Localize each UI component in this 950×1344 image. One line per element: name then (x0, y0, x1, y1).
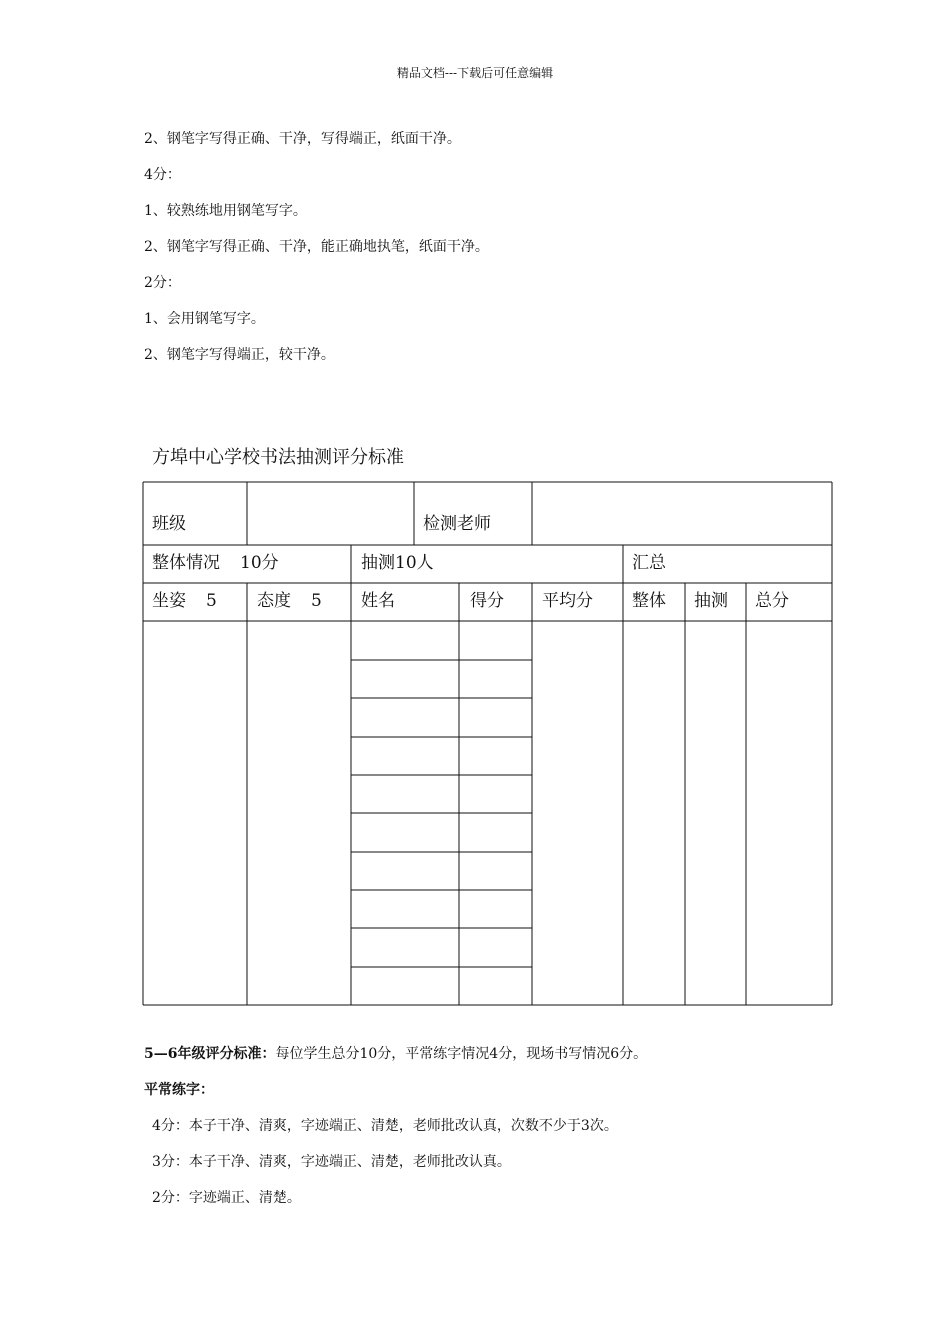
sample-label: 抽测10人 (361, 553, 434, 573)
total-header: 总分 (755, 591, 789, 611)
score-header: 得分 (470, 591, 504, 611)
criteria-line-4: 2、钢笔字写得正确、干净，能正确地执笔，纸面干净。 (144, 239, 489, 255)
practice-label: 平常练字： (144, 1082, 214, 1098)
overall-header: 整体 (632, 591, 666, 611)
attitude-header-text: 态度 (257, 591, 291, 611)
overall-label-text: 整体情况 (152, 553, 220, 573)
average-header: 平均分 (542, 591, 593, 611)
grade-standard (144, 1043, 647, 1063)
overall-label (152, 548, 279, 573)
table-title: 方埠中心学校书法抽测评分标准 (152, 447, 404, 468)
practice-line-1: 4分：本子干净、清爽，字迹端正、清楚，老师批改认真，次数不少于3次。 (152, 1118, 618, 1134)
attitude-points: 5 (311, 591, 322, 611)
criteria-line-5: 2分： (144, 275, 181, 291)
grade-standard-text: 每位学生总分10分，平常练字情况4分，现场书写情况6分。 (275, 1046, 648, 1062)
posture-header (152, 586, 217, 611)
criteria-line-1: 2、钢笔字写得正确、干净，写得端正，纸面干净。 (144, 131, 461, 147)
practice-line-3: 2分：字迹端正、清楚。 (152, 1190, 301, 1206)
posture-points: 5 (206, 591, 217, 611)
posture-header-text: 坐姿 (152, 591, 186, 611)
practice-line-2: 3分：本子干净、清爽，字迹端正、清楚，老师批改认真。 (152, 1154, 511, 1170)
sample-header: 抽测 (694, 591, 728, 611)
overall-points: 10分 (240, 553, 279, 573)
page-header: 精品文档---下载后可任意编辑 (396, 66, 554, 80)
grade-standard-label: 5—6年级评分标准： (144, 1046, 276, 1062)
criteria-line-6: 1、会用钢笔写字。 (144, 311, 265, 327)
name-header: 姓名 (361, 591, 395, 611)
attitude-header (257, 586, 322, 611)
criteria-line-3: 1、较熟练地用钢笔写字。 (144, 203, 307, 219)
criteria-line-2: 4分： (144, 167, 181, 183)
criteria-line-7: 2、钢笔字写得端正，较干净。 (144, 347, 335, 363)
class-label: 班级 (152, 514, 186, 534)
teacher-label: 检测老师 (423, 514, 491, 534)
summary-label: 汇总 (632, 553, 666, 573)
